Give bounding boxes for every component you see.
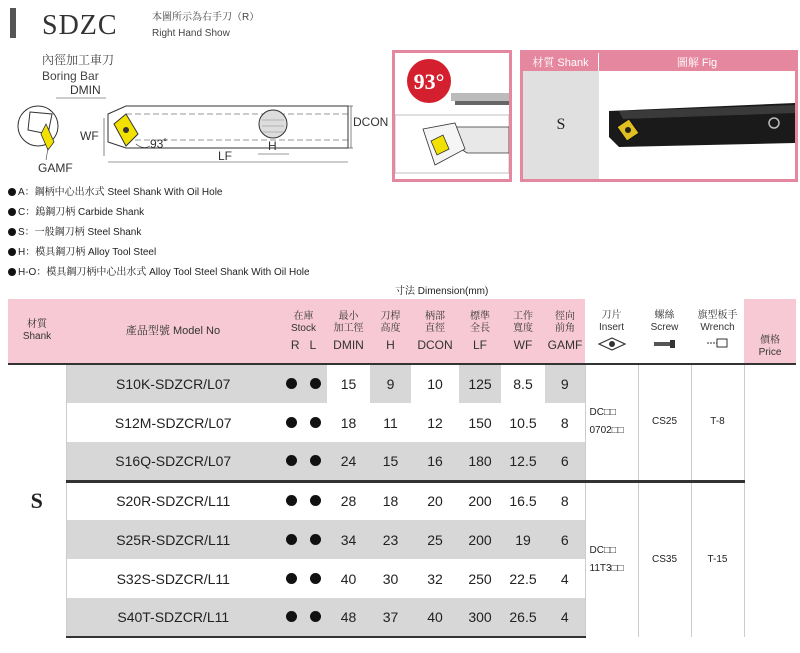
tool-type-cn: 內徑加工車刀: [42, 53, 115, 67]
gamf-cell: 8: [545, 481, 585, 520]
bullet-icon: [8, 188, 16, 196]
col-lf: 標準 全長 LF: [459, 299, 501, 364]
in-stock-icon: [286, 573, 297, 584]
dcon-cell: 40: [411, 598, 459, 637]
screw-cell: CS25: [638, 364, 691, 481]
insert-cell: DC□□ 11T3□□: [585, 481, 638, 637]
cross-section: [259, 110, 287, 138]
title-accent-bar: [10, 8, 16, 38]
wf-cell: 26.5: [501, 598, 545, 637]
insert-cell: DC□□ 0702□□: [585, 364, 638, 481]
spec-panel-body: [523, 71, 795, 179]
stock-r: [280, 481, 303, 520]
material-header: 材質 Shank: [523, 53, 599, 71]
stock-l: [303, 559, 327, 598]
gamf-cell: 4: [560, 570, 569, 587]
dmin-cell: 24: [327, 442, 370, 481]
price-cell: [744, 364, 796, 637]
stock-l: [303, 481, 327, 520]
in-stock-icon: [286, 611, 297, 622]
stock-r: [280, 520, 303, 559]
lf-cell: 200: [459, 481, 501, 520]
col-model: 產品型號 Model No: [66, 299, 280, 364]
lf-cell: 150: [468, 414, 492, 431]
gamf-cell: 4: [545, 598, 585, 637]
col-wrench: 旗型板手 Wrench: [691, 299, 744, 364]
in-stock-icon: [286, 417, 297, 428]
col-insert: 刀片 Insert: [585, 299, 638, 364]
in-stock-icon: [310, 534, 321, 545]
dimension-caption: 寸法 Dimension(mm): [395, 286, 489, 297]
in-stock-icon: [310, 495, 321, 506]
angle-badge: 93°: [413, 69, 445, 94]
legend-item: H-O：模具鋼刀柄中心出水式 Alloy Tool Steel Shank With Oil Hole: [8, 263, 310, 283]
legend-item: S：一般鋼刀柄 Steel Shank: [8, 223, 310, 243]
h-cell: 23: [370, 520, 411, 559]
wf-cell: 12.5: [501, 442, 545, 481]
bullet-icon: [8, 268, 16, 276]
bullet-icon: [8, 248, 16, 256]
stock-r: [280, 364, 303, 403]
screw-cell: CS35: [638, 481, 691, 637]
stock-r: [280, 403, 303, 442]
dmin-label: DMIN: [70, 84, 101, 97]
lf-cell: 250: [468, 570, 492, 587]
lf-cell: 200: [459, 520, 501, 559]
dcon-cell: 10: [411, 364, 459, 403]
dmin-cell: 15: [327, 364, 370, 403]
dmin-cell: 48: [327, 598, 370, 637]
gamf-cell: 6: [545, 442, 585, 481]
gamf-label: GAMF: [38, 161, 73, 175]
stock-l: [303, 598, 327, 637]
dmin-cell: 40: [340, 570, 357, 587]
col-dmin: 最小 加工徑 DMIN: [327, 299, 370, 364]
hand-note-en: Right Hand Show: [152, 28, 230, 39]
tool-photo: [599, 71, 795, 179]
bullet-icon: [8, 208, 16, 216]
in-stock-icon: [310, 455, 321, 466]
screw-icon: [650, 336, 680, 352]
model-cell: S16Q-SDZCR/L07: [66, 442, 280, 481]
tool-photo-drawing: [599, 71, 795, 179]
lf-cell: 180: [459, 442, 501, 481]
spec-panel: [520, 50, 798, 182]
figure-header: 圖解 Fig: [676, 57, 718, 69]
angle-figure: [395, 53, 509, 179]
in-stock-icon: [310, 417, 321, 428]
gamf-cell: 9: [545, 364, 585, 403]
h-cell: 11: [383, 414, 398, 431]
stock-l: [303, 442, 327, 481]
lf-cell: 125: [459, 364, 501, 403]
in-stock-icon: [286, 534, 297, 545]
dmin-cell: 34: [327, 520, 370, 559]
angle-label: 93˚: [150, 137, 168, 151]
h-cell: 15: [370, 442, 411, 481]
h-cell: 18: [370, 481, 411, 520]
end-view-insert-yellow: [41, 124, 54, 150]
legend-item: H：模具鋼刀柄 Alloy Tool Steel: [8, 243, 310, 263]
spec-panel-header: [523, 53, 795, 71]
wrench-cell: T-15: [691, 481, 744, 637]
hand-note-cn: 本圖所示為右手刀（R）: [152, 12, 260, 23]
col-h: 刀桿 高度 H: [370, 299, 411, 364]
bar-body: [108, 106, 348, 148]
bullet-icon: [8, 228, 16, 236]
wf-cell: 22.5: [509, 570, 537, 587]
stock-r: [280, 559, 303, 598]
model-cell: S10K-SDZCR/L07: [66, 364, 280, 403]
material-value: S: [523, 71, 599, 179]
stock-r: [280, 442, 303, 481]
in-stock-icon: [286, 378, 297, 389]
spec-table: [8, 299, 796, 638]
h-cell: 37: [370, 598, 411, 637]
model-cell: S32S-SDZCR/L11: [116, 570, 230, 587]
in-stock-icon: [310, 611, 321, 622]
shank-legend: [8, 183, 310, 283]
dmin-cell: 18: [340, 414, 357, 431]
angle-figure-panel: [392, 50, 512, 182]
wf-cell: 10.5: [509, 414, 537, 431]
table-row: [8, 481, 796, 520]
wf-cell: 19: [501, 520, 545, 559]
legend-item: A：鋼柄中心出水式 Steel Shank With Oil Hole: [8, 183, 310, 203]
col-stock: 在庫 Stock R L: [280, 299, 327, 364]
dcon-label: DCON: [353, 115, 389, 129]
col-dcon: 柄部 直徑 DCON: [411, 299, 459, 364]
in-stock-icon: [310, 573, 321, 584]
dcon-cell: 25: [411, 520, 459, 559]
lf-cell: 300: [459, 598, 501, 637]
boring-bar-diagram: [8, 84, 393, 184]
wf-cell: 8.5: [501, 364, 545, 403]
col-wf: 工作 寬度 WF: [501, 299, 545, 364]
col-shank: 材質 Shank: [8, 299, 66, 364]
dcon-cell: 16: [411, 442, 459, 481]
insert-icon: [597, 336, 627, 352]
shank-cell: S: [8, 364, 66, 637]
dmin-cell: 28: [327, 481, 370, 520]
h-label: H: [268, 139, 277, 153]
gamf-cell: 6: [545, 520, 585, 559]
in-stock-icon: [286, 495, 297, 506]
gamf-cell: 8: [560, 414, 569, 431]
model-cell: S20R-SDZCR/L11: [66, 481, 280, 520]
stock-l: [303, 403, 327, 442]
dcon-cell: 20: [411, 481, 459, 520]
col-price: 價格 Price: [744, 299, 796, 364]
table-header-row: [8, 299, 796, 364]
stock-l: [303, 364, 327, 403]
wrench-cell: T-8: [691, 364, 744, 481]
dcon-cell: 12: [427, 414, 443, 431]
model-cell: S12M-SDZCR/L07: [114, 414, 232, 431]
wf-cell: 16.5: [501, 481, 545, 520]
in-stock-icon: [286, 455, 297, 466]
table-row: [8, 364, 796, 403]
tool-type-en: Boring Bar: [42, 69, 99, 83]
dcon-cell: 32: [427, 570, 443, 587]
h-cell: 9: [370, 364, 411, 403]
in-stock-icon: [310, 378, 321, 389]
wf-label: WF: [80, 129, 99, 143]
hand-note: [152, 10, 259, 42]
page-title: SDZC: [42, 10, 118, 41]
stock-r: [280, 598, 303, 637]
wrench-icon: [703, 336, 733, 352]
legend-item: C：鎢鋼刀柄 Carbide Shank: [8, 203, 310, 223]
col-gamf: 徑向 前角 GAMF: [545, 299, 585, 364]
model-cell: S25R-SDZCR/L11: [66, 520, 280, 559]
col-screw: 螺絲 Screw: [638, 299, 691, 364]
boring-bar-drawing: [8, 84, 393, 184]
model-cell: S40T-SDZCR/L11: [66, 598, 280, 637]
lf-label: LF: [218, 149, 233, 163]
h-cell: 30: [382, 570, 399, 587]
tool-type: [42, 52, 114, 84]
stock-l: [303, 520, 327, 559]
